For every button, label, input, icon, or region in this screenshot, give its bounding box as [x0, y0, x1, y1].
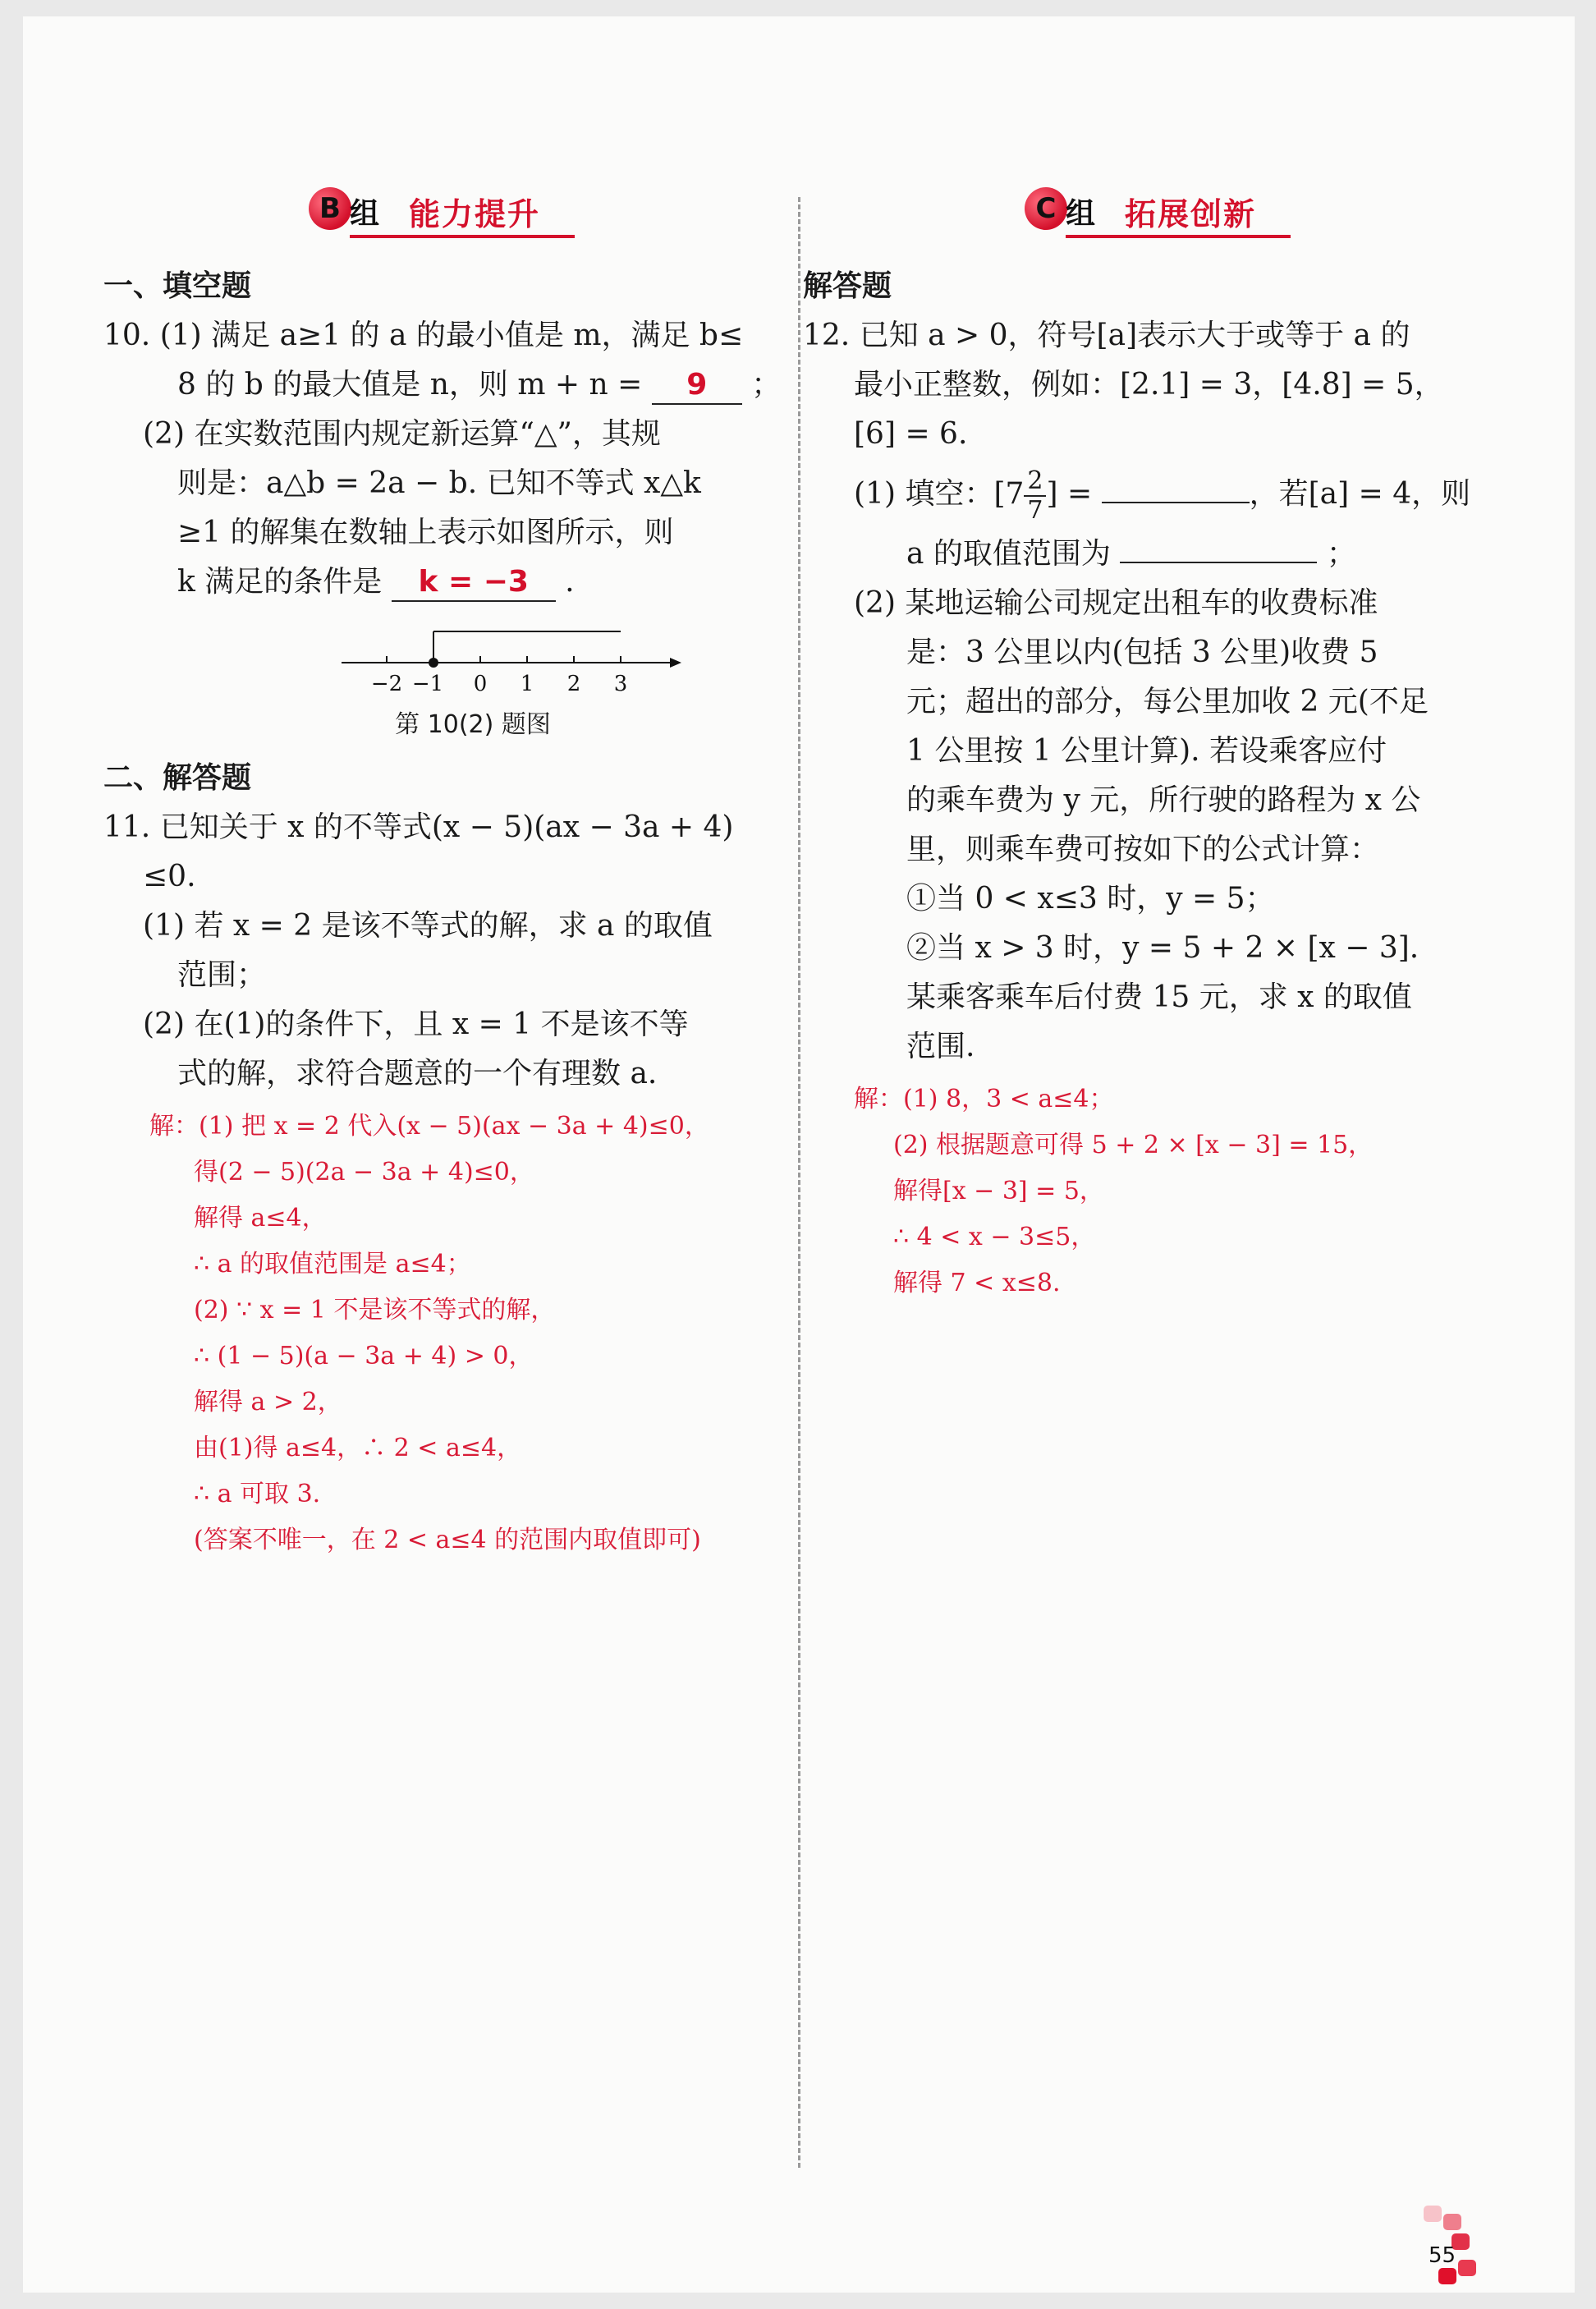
- q11-line: 式的解，求符合题意的一个有理数 a.: [177, 1057, 658, 1090]
- axis-arrow: [670, 658, 681, 668]
- right-column: [803, 181, 1493, 1306]
- answer-blank: [1120, 562, 1317, 563]
- q12-line: 最小正整数，例如：[2.1] = 3，[4.8] = 5，: [854, 368, 1444, 402]
- q10-line: 10. (1) 满足 a≥1 的 a 的最小值是 m，满足 b≤: [103, 319, 744, 352]
- fraction: [1024, 467, 1046, 525]
- q12-line: ②当 x > 3 时，y = 5 + 2 × [x − 3].: [906, 931, 1419, 965]
- q10-text: ；: [751, 368, 782, 402]
- q10-text: .: [565, 565, 575, 599]
- q12-line: 范围.: [906, 1030, 975, 1063]
- decor-hex-icon: [1458, 2260, 1476, 2276]
- banner-underline: [1066, 235, 1291, 238]
- tick-label: −2: [370, 672, 403, 696]
- q12-text: ；: [1326, 537, 1356, 571]
- q12-line: [6] = 6.: [854, 417, 968, 451]
- tick-label: 2: [566, 672, 581, 696]
- answer-blank: 9: [652, 367, 742, 405]
- group-label: 组: [350, 197, 380, 231]
- q11-line: ≤0.: [143, 860, 196, 893]
- solution-line: (2) 根据题意可得 5 + 2 × [x − 3] = 15，: [893, 1131, 1374, 1159]
- solution-line: 得(2 − 5)(2a − 3a + 4)≤0，: [194, 1158, 534, 1187]
- fraction-denominator: 7: [1027, 496, 1043, 525]
- decor-hex-icon: [1438, 2268, 1456, 2284]
- banner-underline: [350, 235, 575, 238]
- solution-line: (2) ∵ x = 1 不是该不等式的解，: [194, 1296, 556, 1324]
- q10-line: 则是：a△b = 2a − b. 已知不等式 x△k: [177, 466, 701, 500]
- solution-line: ∴ (1 − 5)(a − 3a + 4) > 0，: [194, 1342, 534, 1370]
- tick-label: 0: [473, 672, 488, 696]
- banner-title: 拓展创新: [1125, 196, 1257, 232]
- q11-line: 范围；: [177, 958, 267, 992]
- q12-line: ①当 0 < x≤3 时，y = 5；: [906, 882, 1275, 916]
- q10-line: ≥1 的解集在数轴上表示如图所示，则: [177, 516, 674, 549]
- q12-line: [803, 459, 1493, 530]
- solution-12: [803, 1076, 1493, 1306]
- fraction-numerator: 2: [1024, 467, 1046, 497]
- question-10: [103, 311, 785, 607]
- q12-text: ] =: [1046, 477, 1093, 511]
- q12-line: 的乘车费为 y 元，所行驶的路程为 x 公: [906, 783, 1421, 817]
- figure-caption: 第 10(2) 题图: [395, 710, 551, 739]
- tick-label: −1: [411, 672, 444, 696]
- q11-line: (2) 在(1)的条件下，且 x = 1 不是该不等: [143, 1008, 689, 1041]
- q11-line: (1) 若 x = 2 是该不等式的解，求 a 的取值: [143, 909, 713, 943]
- answer-blank: k = −3: [392, 564, 556, 602]
- solution-line: 由(1)得 a≤4，∴ 2 < a≤4，: [194, 1434, 522, 1462]
- number-line: [103, 607, 785, 697]
- solution-line: 解：(1) 8，3 < a≤4；: [854, 1085, 1114, 1113]
- section-heading: 二、解答题: [103, 761, 252, 795]
- ticks: [387, 656, 621, 663]
- decor-hex-icon: [1424, 2206, 1442, 2222]
- solution-line: 解得 a > 2，: [194, 1388, 342, 1416]
- number-line-figure: [103, 607, 785, 739]
- solution-line: 解：(1) 把 x = 2 代入(x − 5)(ax − 3a + 4)≤0，: [149, 1112, 709, 1141]
- solution-line: ∴ 4 < x − 3≤5，: [893, 1223, 1096, 1251]
- group-letter-badge: B: [309, 187, 351, 230]
- left-column: [103, 181, 785, 1563]
- page-number: 55: [1429, 2243, 1456, 2268]
- q12-line: 1 公里按 1 公里计算). 若设乘客应付: [906, 734, 1387, 768]
- question-12: [803, 311, 1493, 1072]
- tick-label: 3: [613, 672, 628, 696]
- q12-text: ，若[a] = 4，则: [1249, 477, 1471, 511]
- section-heading: 解答题: [803, 269, 892, 303]
- q12-line: 里，则乘车费可按如下的公式计算：: [906, 833, 1380, 866]
- q12-line: 是：3 公里以内(包括 3 公里)收费 5: [906, 636, 1378, 669]
- solution-line: 解得 a≤4，: [194, 1204, 327, 1233]
- banner-title: 能力提升: [409, 196, 541, 232]
- decor-hex-icon: [1443, 2214, 1461, 2230]
- solution-line: (答案不唯一，在 2 < a≤4 的范围内取值即可): [194, 1526, 701, 1554]
- group-letter-badge: C: [1025, 187, 1067, 230]
- q10-line: [103, 558, 785, 607]
- group-label: 组: [1066, 197, 1096, 231]
- q12-line: (2) 某地运输公司规定出租车的收费标准: [854, 586, 1378, 620]
- page: [23, 16, 1575, 2293]
- banner-c: [1025, 181, 1493, 238]
- q11-line: 11. 已知关于 x 的不等式(x − 5)(ax − 3a + 4): [103, 810, 734, 844]
- column-divider: [798, 197, 800, 2168]
- q10-text: k 满足的条件是: [177, 565, 383, 599]
- q10-text: 8 的 b 的最大值是 n，则 m + n =: [177, 368, 643, 402]
- solution-line: ∴ a 的取值范围是 a≤4；: [194, 1250, 471, 1278]
- q12-text: (1) 填空：[7: [854, 477, 1025, 511]
- q12-text: a 的取值范围为: [906, 537, 1111, 571]
- answer-blank: [1102, 502, 1250, 503]
- question-11: [103, 803, 785, 1099]
- banner-b: [309, 181, 785, 238]
- q12-line: 12. 已知 a > 0，符号[a]表示大于或等于 a 的: [803, 319, 1410, 352]
- solution-line: ∴ a 可取 3.: [194, 1480, 321, 1508]
- solution-line: 解得[x − 3] = 5，: [893, 1177, 1104, 1205]
- q12-line: 元；超出的部分，每公里加收 2 元(不足: [906, 685, 1429, 718]
- solution-line: 解得 7 < x≤8.: [893, 1269, 1061, 1297]
- q10-line: [103, 360, 785, 410]
- q10-line: (2) 在实数范围内规定新运算“△”，其规: [143, 417, 661, 451]
- section-heading: 一、填空题: [103, 269, 252, 303]
- tick-label: 1: [520, 672, 534, 696]
- solution-11: [103, 1104, 785, 1563]
- q12-line: 某乘客乘车后付费 15 元，求 x 的取值: [906, 980, 1412, 1014]
- q12-line: [803, 530, 1493, 579]
